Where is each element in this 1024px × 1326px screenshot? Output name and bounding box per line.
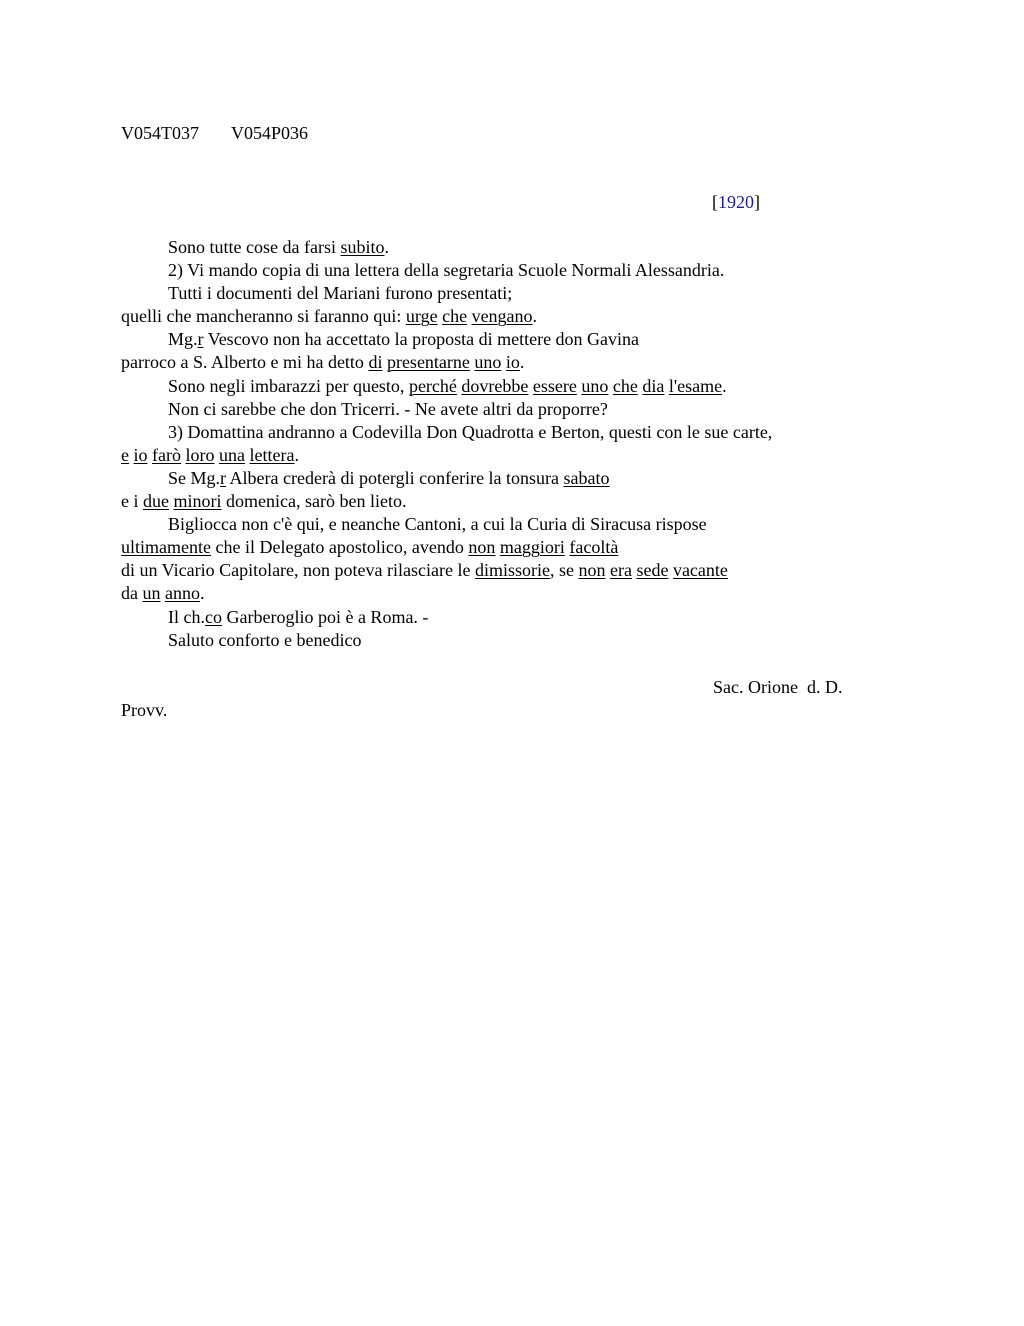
text-line (121, 536, 881, 559)
closing-note: Provv. (121, 700, 168, 720)
underlined-text: vacante (672, 560, 728, 581)
underlined-text: subito (340, 237, 385, 257)
text-line (121, 559, 881, 582)
text-line (121, 305, 881, 328)
underlined-text: minori (173, 491, 222, 512)
text-segment: Garberoglio poi è a Roma. - (221, 606, 429, 627)
text-segment: Bigliocca non c'è qui, e neanche Cantoni, a cui la Curia di Siracusa rispose (168, 514, 707, 535)
text-segment: . (532, 306, 538, 327)
underlined-text: era (609, 560, 632, 581)
text-line (121, 236, 881, 259)
signature: Sac. Orione d. D. (713, 677, 843, 697)
text-segment: . (200, 583, 205, 604)
text-segment: , se (549, 560, 579, 581)
underlined-text: presentarne (386, 352, 470, 373)
underlined-text: co (204, 606, 222, 627)
underlined-text: lettera (249, 444, 295, 465)
ref-page-code: V054P036 (231, 123, 309, 143)
text-segment: . (384, 237, 389, 257)
underlined-text: essere (532, 375, 577, 396)
underlined-text: r (197, 329, 204, 350)
underlined-text: due (143, 491, 169, 512)
date-year-link[interactable]: 1920 (718, 192, 754, 212)
underlined-text: e (121, 444, 129, 465)
underlined-text: un (142, 583, 161, 604)
underlined-text: farò (152, 444, 181, 465)
text-segment: di un Vicario Capitolare, non poteva rilasciare le (121, 560, 475, 581)
text-segment: parroco a S. Alberto e mi ha detto (121, 352, 369, 373)
underlined-text: non (468, 537, 496, 558)
underlined-text: anno (165, 583, 200, 604)
underlined-text: l'esame (668, 375, 723, 396)
underlined-text: una (219, 444, 245, 465)
text-segment: da (121, 583, 143, 604)
underlined-text: facoltà (569, 537, 619, 558)
underlined-text: urge (405, 306, 438, 327)
underlined-text: r (220, 467, 227, 488)
text-segment: . (722, 375, 727, 396)
text-line (121, 328, 881, 351)
underlined-text: sede (636, 560, 669, 581)
underlined-text: io (133, 444, 148, 465)
text-segment: 2) Vi mando copia di una lettera della segretaria Scuole Normali Alessandria. (168, 260, 725, 281)
letter-body (121, 236, 881, 652)
underlined-text: sabato (563, 467, 610, 488)
text-line (121, 582, 881, 605)
text-line (121, 351, 881, 374)
underlined-text: loro (185, 444, 215, 465)
text-line (121, 421, 881, 444)
text-line (121, 444, 881, 467)
text-segment: Tutti i documenti del Mariani furono presentati; (168, 283, 513, 304)
text-line (121, 398, 881, 421)
text-segment: Sono tutte cose da farsi (168, 237, 341, 257)
text-line (121, 490, 881, 513)
text-segment: Se Mg. (168, 467, 221, 488)
text-segment: domenica, sarò ben lieto. (221, 491, 407, 512)
text-segment: Vescovo non ha accettato la proposta di mettere don Gavina (203, 329, 640, 350)
text-segment: . (519, 352, 525, 373)
text-line (121, 513, 881, 536)
date-bracket-open: [ (712, 192, 718, 212)
underlined-text: io (505, 352, 520, 373)
underlined-text: maggiori (499, 537, 565, 558)
underlined-text: dovrebbe (461, 375, 529, 396)
underlined-text: dimissorie (474, 560, 550, 581)
text-segment: Non ci sarebbe che don Tricerri. - Ne avete altri da proporre? (168, 398, 608, 419)
text-line (121, 259, 881, 282)
underlined-text: che (612, 375, 638, 396)
underlined-text: non (578, 560, 606, 581)
text-segment: che il Delegato apostolico, avendo (210, 537, 469, 558)
text-line (121, 375, 881, 398)
text-segment: quelli che mancheranno si faranno qui: (121, 306, 406, 327)
underlined-text: di (368, 352, 383, 373)
text-segment: Mg. (168, 329, 198, 350)
underlined-text: perché (408, 375, 457, 396)
underlined-text: uno (474, 352, 502, 373)
text-segment: Sono negli imbarazzi per questo, (168, 375, 409, 396)
document-reference (121, 121, 308, 145)
underlined-text: dia (642, 375, 665, 396)
text-segment: Albera crederà di potergli conferire la tonsura (226, 467, 564, 488)
text-segment: e i (121, 491, 143, 512)
underlined-text: che (442, 306, 468, 327)
text-line (121, 467, 881, 490)
text-segment: Il ch. (168, 606, 205, 627)
underlined-text: ultimamente (121, 537, 211, 558)
text-line (121, 282, 881, 305)
ref-text-code: V054T037 (121, 123, 199, 143)
underlined-text: uno (581, 375, 609, 396)
text-segment: 3) Domattina andranno a Codevilla Don Quadrotta e Berton, questi con le sue carte, (168, 421, 773, 442)
date-bracket-close: ] (754, 192, 760, 212)
text-line (121, 629, 881, 652)
letter-date (712, 190, 760, 214)
underlined-text: vengano (471, 306, 533, 327)
text-segment: Saluto conforto e benedico (168, 629, 362, 650)
text-line (121, 606, 881, 629)
text-segment: . (294, 444, 299, 465)
